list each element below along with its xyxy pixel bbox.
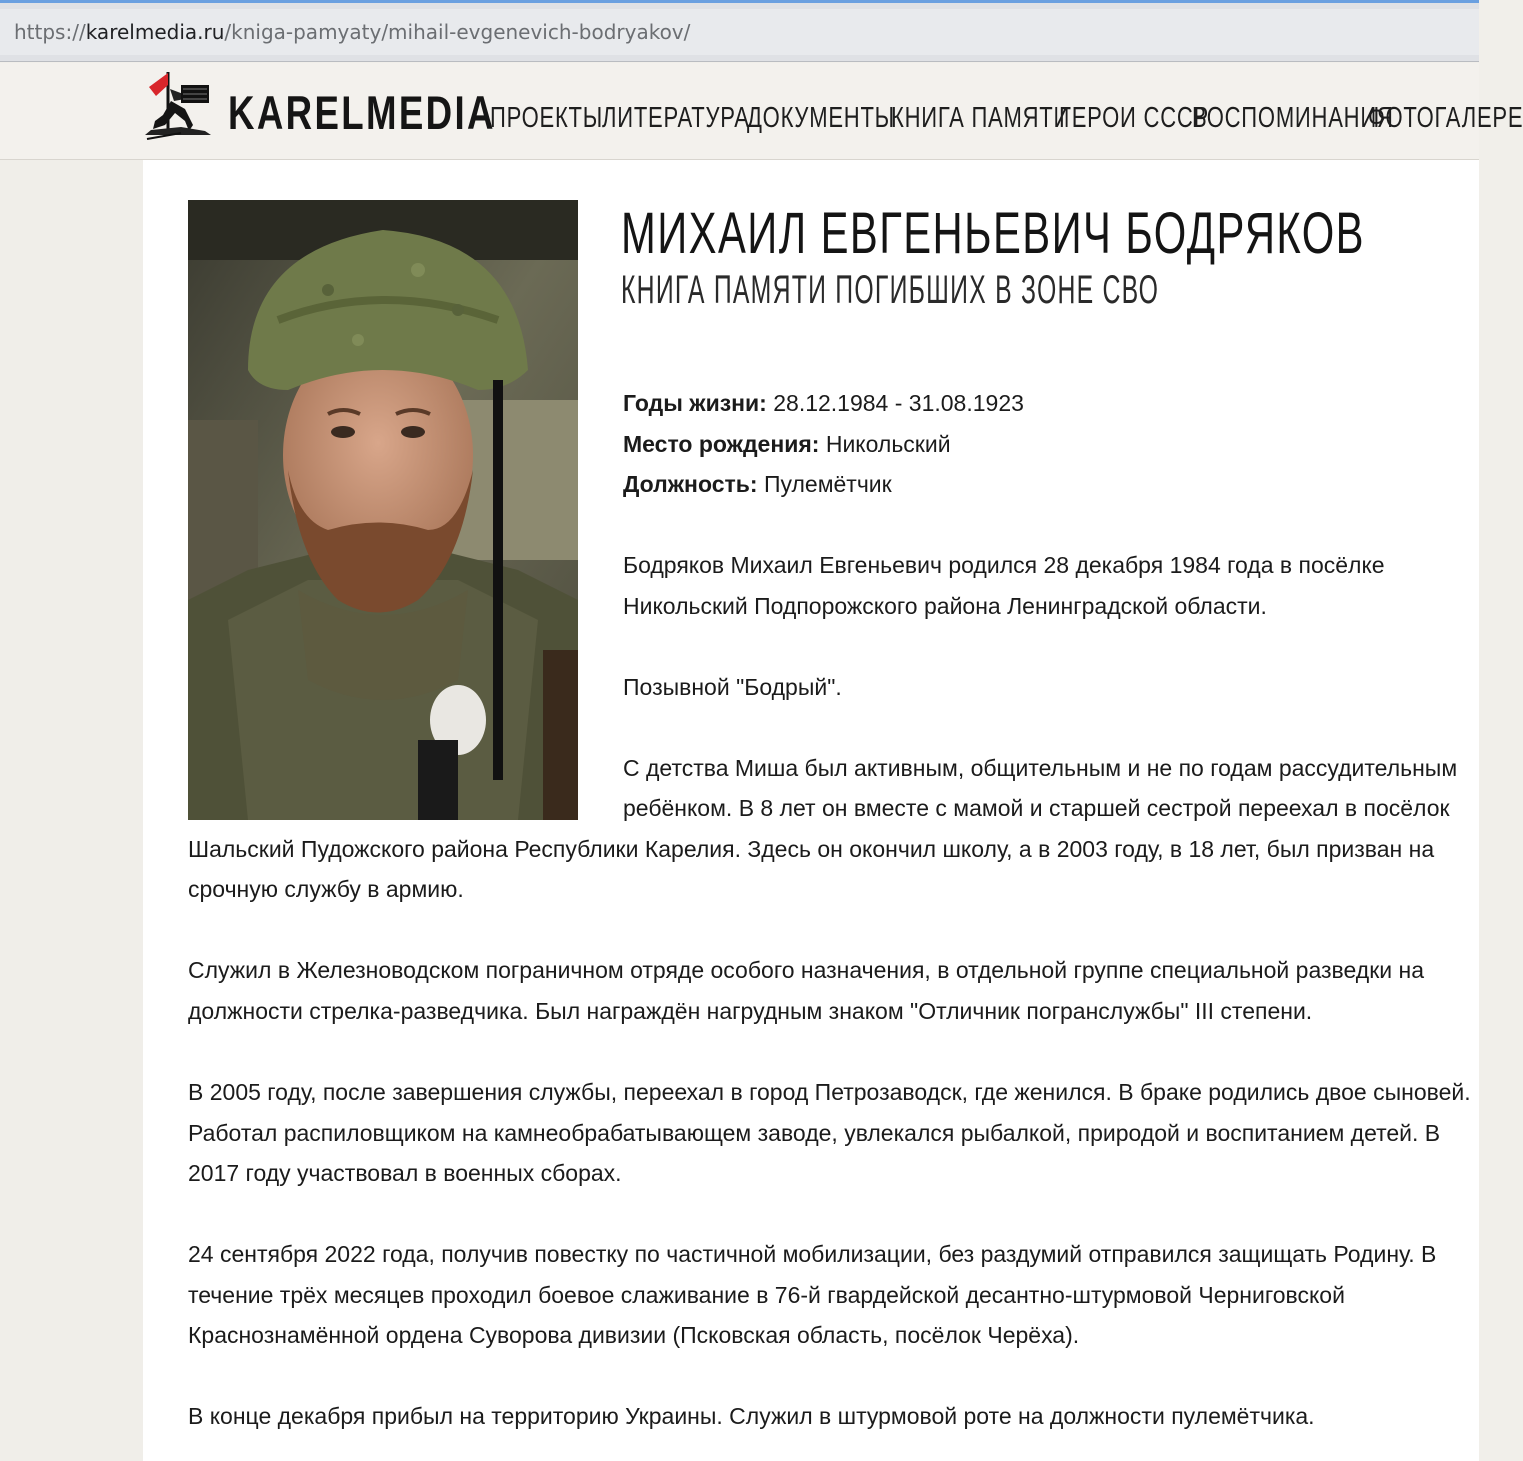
- nav-item-projects[interactable]: ПРОЕКТЫ: [490, 102, 604, 134]
- article-line: Позывной "Бодрый".: [623, 674, 842, 700]
- fact-value: Пулемётчик: [757, 471, 892, 497]
- article-line: В конце декабря прибыл на территорию Украины. Служил в штурмовой роте на должности пулемётчика.: [188, 1403, 1315, 1429]
- browser-toolbar: [0, 3, 1479, 62]
- portrait-photo: [188, 200, 578, 820]
- fact-years-of-life: [623, 390, 1024, 417]
- article-line: Работал распиловщиком на камнеобрабатывающем заводе, увлекался рыбалкой, природой и воспитанием детей. В: [188, 1120, 1441, 1146]
- logo-flag-icon[interactable]: [141, 69, 213, 141]
- article-line: 2017 году участвовал в военных сборах.: [188, 1160, 622, 1186]
- nav-item-heroes-ussr[interactable]: ГЕРОИ СССР: [1059, 102, 1210, 134]
- nav-item-literature[interactable]: ЛИТЕРАТУРА: [602, 102, 750, 134]
- address-bar[interactable]: [0, 9, 1479, 55]
- article-line: Краснознамённой ордена Суворова дивизии (Псковская область, посёлок Черёха).: [188, 1322, 1080, 1348]
- url-path: /kniga-pamyaty/mihail-evgenevich-bodryakov/: [224, 20, 691, 44]
- logo-text[interactable]: KARELMEDIA: [228, 86, 496, 139]
- memory-book-subtitle: КНИГА ПАМЯТИ ПОГИБШИХ В ЗОНЕ СВО: [621, 268, 1160, 312]
- fact-value: Никольский: [819, 431, 951, 457]
- article-line: С детства Миша был активным, общительным и не по годам рассудительным: [623, 755, 1458, 781]
- article-line: должности стрелка-разведчика. Был награждён нагрудным знаком "Отличник погранслужбы" III степени.: [188, 998, 1313, 1024]
- fact-label: Годы жизни:: [623, 390, 767, 416]
- fact-label: Место рождения:: [623, 431, 820, 457]
- nav-item-photogallery[interactable]: ФОТОГАЛЕРЕ: [1368, 102, 1523, 134]
- url-prefix: https://: [14, 20, 86, 44]
- article-line: Служил в Железноводском пограничном отряде особого назначения, в отдельной группе специальной разведки на: [188, 957, 1424, 983]
- fact-position: [623, 471, 892, 498]
- article-line: ребёнком. В 8 лет он вместе с мамой и старшей сестрой переехал в посёлок: [623, 795, 1450, 821]
- fact-label: Должность:: [623, 471, 758, 497]
- fact-birthplace: [623, 431, 951, 458]
- article-line: течение трёх месяцев проходил боевое слаживание в 76-й гвардейской десантно-штурмовой Черниговской: [188, 1282, 1345, 1308]
- nav-item-memories[interactable]: ВОСПОМИНАНИЯ: [1192, 102, 1394, 134]
- article-line: 24 сентября 2022 года, получив повестку по частичной мобилизации, без раздумий отправился защищать Родину. В: [188, 1241, 1437, 1267]
- article-line: Бодряков Михаил Евгеньевич родился 28 декабря 1984 года в посёлке: [623, 552, 1385, 578]
- site-header: [0, 63, 1523, 160]
- article-line: В 2005 году, после завершения службы, переехал в город Петрозаводск, где женился. В браке родились двое сыновей.: [188, 1079, 1471, 1105]
- fact-value: 28.12.1984 - 31.08.1923: [766, 390, 1024, 416]
- article-line: Никольский Подпорожского района Ленинградской области.: [623, 593, 1267, 619]
- article-line: срочную службу в армию.: [188, 876, 464, 902]
- page-side-background: [0, 160, 143, 1461]
- url-host: karelmedia.ru: [85, 20, 225, 44]
- nav-item-memory-book[interactable]: КНИГА ПАМЯТИ: [891, 102, 1071, 134]
- portrait-illustration: [188, 200, 578, 820]
- person-name-heading: МИХАИЛ ЕВГЕНЬЕВИЧ БОДРЯКОВ: [621, 201, 1365, 266]
- nav-item-documents[interactable]: ДОКУМЕНТЫ: [747, 102, 895, 134]
- article-line: Шальский Пудожского района Республики Карелия. Здесь он окончил школу, а в 2003 году, в 18 лет, был призван на: [188, 836, 1435, 862]
